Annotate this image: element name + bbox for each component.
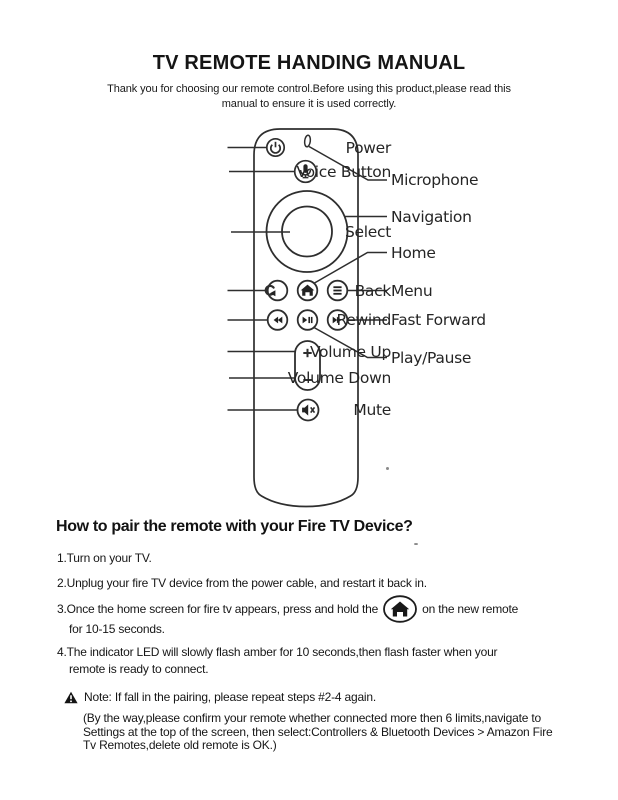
remote-diagram bbox=[0, 125, 618, 510]
home-button-icon bbox=[383, 595, 417, 623]
step-1: 1.Turn on your TV. bbox=[57, 551, 152, 565]
label-select: Select bbox=[344, 223, 391, 241]
step-3 bbox=[57, 595, 518, 623]
label-microphone: Microphone bbox=[391, 171, 479, 189]
label-volume-up: Volume Up bbox=[309, 342, 391, 361]
note-text: Note: If fall in the pairing, please repeat steps #2-4 again. bbox=[84, 690, 376, 704]
scan-speck bbox=[386, 467, 389, 470]
step-3-text-before: 3.Once the home screen for fire tv appears, press and hold the bbox=[57, 602, 379, 616]
step-4: 4.The indicator LED will slowly flash amber for 10 seconds,then flash faster when your bbox=[57, 645, 498, 659]
step-3-line-2: for 10-15 seconds. bbox=[69, 622, 165, 636]
page-title: TV REMOTE HANDING MANUAL bbox=[152, 52, 466, 74]
warning-icon bbox=[64, 691, 78, 704]
pairing-heading: How to pair the remote with your Fire TV Device? bbox=[56, 518, 413, 535]
label-menu: Menu bbox=[391, 281, 433, 300]
label-rewind: Rewind bbox=[336, 311, 391, 329]
note-detail-1: (By the way,please confirm your remote whether connected more then 6 limits,navigate to bbox=[83, 711, 541, 725]
label-volume-down: Volume Down bbox=[287, 369, 391, 387]
note-detail-3: Tv Remotes,delete old remote is OK.) bbox=[83, 738, 277, 752]
label-voice-button: Voice Button bbox=[296, 162, 391, 181]
step-3-text-after: on the new remote bbox=[422, 602, 519, 616]
label-fast-forward: Fast Forward bbox=[391, 311, 486, 329]
note-detail-2: Settings at the top of the screen, then select:Controllers & Bluetooth Devices > Amazon Fire bbox=[83, 724, 553, 739]
pairing-section bbox=[0, 510, 618, 800]
intro-line-2: manual to ensure it is used correctly. bbox=[221, 98, 397, 110]
remote-drawing bbox=[0, 125, 618, 510]
scan-speck bbox=[414, 543, 418, 545]
label-navigation: Navigation bbox=[391, 207, 472, 226]
step-4-line-2: remote is ready to connect. bbox=[69, 662, 209, 676]
label-power: Power bbox=[345, 138, 391, 157]
label-home: Home bbox=[391, 243, 436, 262]
note-row bbox=[64, 690, 376, 704]
label-mute: Mute bbox=[353, 401, 391, 419]
label-play-pause: Play/Pause bbox=[391, 348, 472, 367]
step-2: 2.Unplug your fire TV device from the power cable, and restart it back in. bbox=[57, 576, 427, 590]
label-back: Back bbox=[354, 281, 391, 300]
intro-line-1: Thank you for choosing our remote control.Before using this product,please read this bbox=[107, 83, 511, 95]
intro-text bbox=[89, 82, 529, 112]
